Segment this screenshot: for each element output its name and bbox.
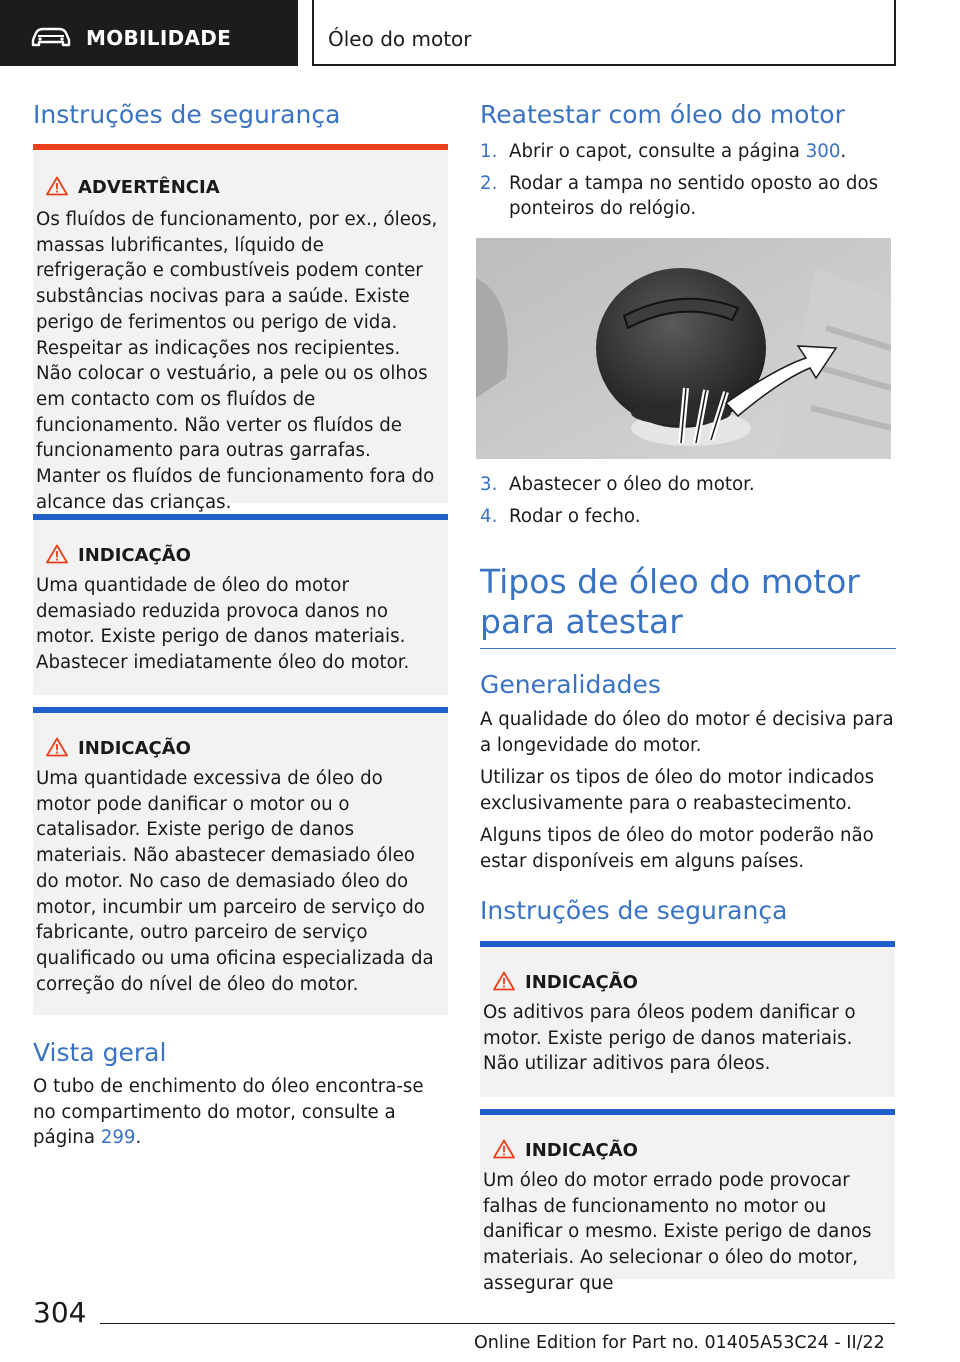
note-accent-bar (33, 707, 448, 713)
step-item (480, 504, 896, 530)
warning-text: Os fluídos de funcionamento, por ex., óleos, massas lubrificantes, líquido de refrigeração e combustíveis podem conter substâncias nocivas para a saúde. Existe perigo de ferimentos ou perigo de vida. Respeitar as indicações nos recipientes. Não colocar o vestuário, a pele ou os olhos em contacto com os fluídos de funcionamento. Não verter os fluídos de funcionamento para outras garrafas. Manter os fluídos de funcionamento fora do alcance das crianças. (36, 209, 438, 513)
page-header (0, 0, 960, 66)
oil-cap-illustration (476, 238, 891, 459)
footer-rule (100, 1323, 895, 1324)
overview-end: . (135, 1127, 142, 1149)
step-number: 4. (480, 505, 498, 527)
general-paragraph-1: A qualidade do óleo do motor é decisiva para a longevidade do motor. (480, 709, 894, 756)
step-number: 3. (480, 474, 498, 495)
overview-sentence: O tubo de enchimento do óleo encontra-se no compartimento do motor, consulte a página (33, 1076, 424, 1149)
warning-box (33, 144, 448, 513)
page-number: 304 (33, 1296, 87, 1329)
step-text: Abrir o capot, consulte a página (509, 141, 806, 162)
step-number: 1. (480, 141, 498, 162)
step-item (480, 139, 896, 165)
step-text: Abastecer o óleo do motor. (509, 474, 755, 495)
warning-triangle-icon (493, 971, 515, 991)
page-link-300[interactable]: 300 (805, 141, 841, 162)
heading-rule (480, 648, 896, 649)
section-tab[interactable] (0, 0, 298, 66)
safety-heading-left: Instruções de segurança (33, 100, 341, 129)
warning-triangle-icon (46, 737, 68, 757)
overview-text (33, 1074, 445, 1151)
oil-cap-drawing (476, 238, 891, 459)
general-heading: Generalidades (480, 670, 661, 699)
step-text: Rodar a tampa no sentido oposto ao dos ponteiros do relógio. (509, 172, 879, 220)
overview-heading: Vista geral (33, 1038, 167, 1067)
note-box-2 (33, 707, 448, 1015)
general-paragraph-2: Utilizar os tipos de óleo do motor indicados exclusivamente para o reabastecimento. (480, 767, 875, 814)
note-text: Um óleo do motor errado pode provocar falhas de funcionamento no motor ou danificar o mesmo. Existe perigo de danos materiais. Ao selecionar o óleo do motor, assegurar que (483, 1170, 872, 1294)
safety-heading-right: Instruções de segurança (480, 896, 788, 925)
warning-accent-bar (33, 144, 448, 150)
note-box-4 (480, 1109, 895, 1294)
warning-triangle-icon (46, 176, 68, 196)
page-link-299[interactable]: 299 (100, 1127, 136, 1149)
note-label: INDICAÇÃO (525, 1140, 638, 1161)
note-box-1 (33, 514, 448, 695)
step-text: Rodar o fecho. (509, 505, 641, 527)
refill-heading: Reatestar com óleo do motor (480, 100, 845, 129)
note-accent-bar (480, 1109, 895, 1115)
steps-list-a (480, 139, 896, 228)
steps-list-b (480, 472, 896, 535)
step-number: 2. (480, 172, 498, 194)
note-text: Os aditivos para óleos podem danificar o motor. Existe perigo de danos materiais. Não utilizar aditivos para óleos. (483, 1002, 856, 1075)
warning-label: ADVERTÊNCIA (78, 177, 220, 198)
oil-types-heading: Tipos de óleo do motor para atestar (480, 562, 860, 641)
step-item (480, 171, 896, 222)
section-label: MOBILIDADE (86, 26, 232, 50)
note-text: Uma quantidade de óleo do motor demasiado reduzida provoca danos no motor. Existe perigo de danos materiais. Abastecer imediatamente óleo do motor. (36, 575, 410, 674)
chapter-title: Óleo do motor (328, 27, 472, 51)
chapter-title-box (312, 0, 896, 66)
warning-triangle-icon (46, 544, 68, 564)
note-label: INDICAÇÃO (525, 972, 638, 993)
step-item (480, 472, 896, 498)
warning-triangle-icon (493, 1139, 515, 1159)
note-label: INDICAÇÃO (78, 738, 191, 759)
general-paragraph-3: Alguns tipos de óleo do motor poderão não estar disponíveis em alguns países. (480, 825, 874, 872)
note-accent-bar (480, 941, 895, 947)
edition-text: Online Edition for Part no. 01405A53C24 - II/22 (474, 1333, 885, 1353)
note-accent-bar (33, 514, 448, 520)
step-end: . (840, 141, 847, 162)
note-label: INDICAÇÃO (78, 545, 191, 566)
car-icon (30, 26, 72, 48)
note-text: Uma quantidade excessiva de óleo do motor pode danificar o motor ou o catalisador. Existe perigo de danos materiais. Não abastecer demasiado óleo do motor. No caso de demasiado óleo do motor, incumbir um parceiro de serviço do fabricante, outro parceiro de serviço qualificado ou uma oficina especializada da correção do nível de óleo do motor. (36, 768, 434, 995)
note-box-3 (480, 941, 895, 1097)
